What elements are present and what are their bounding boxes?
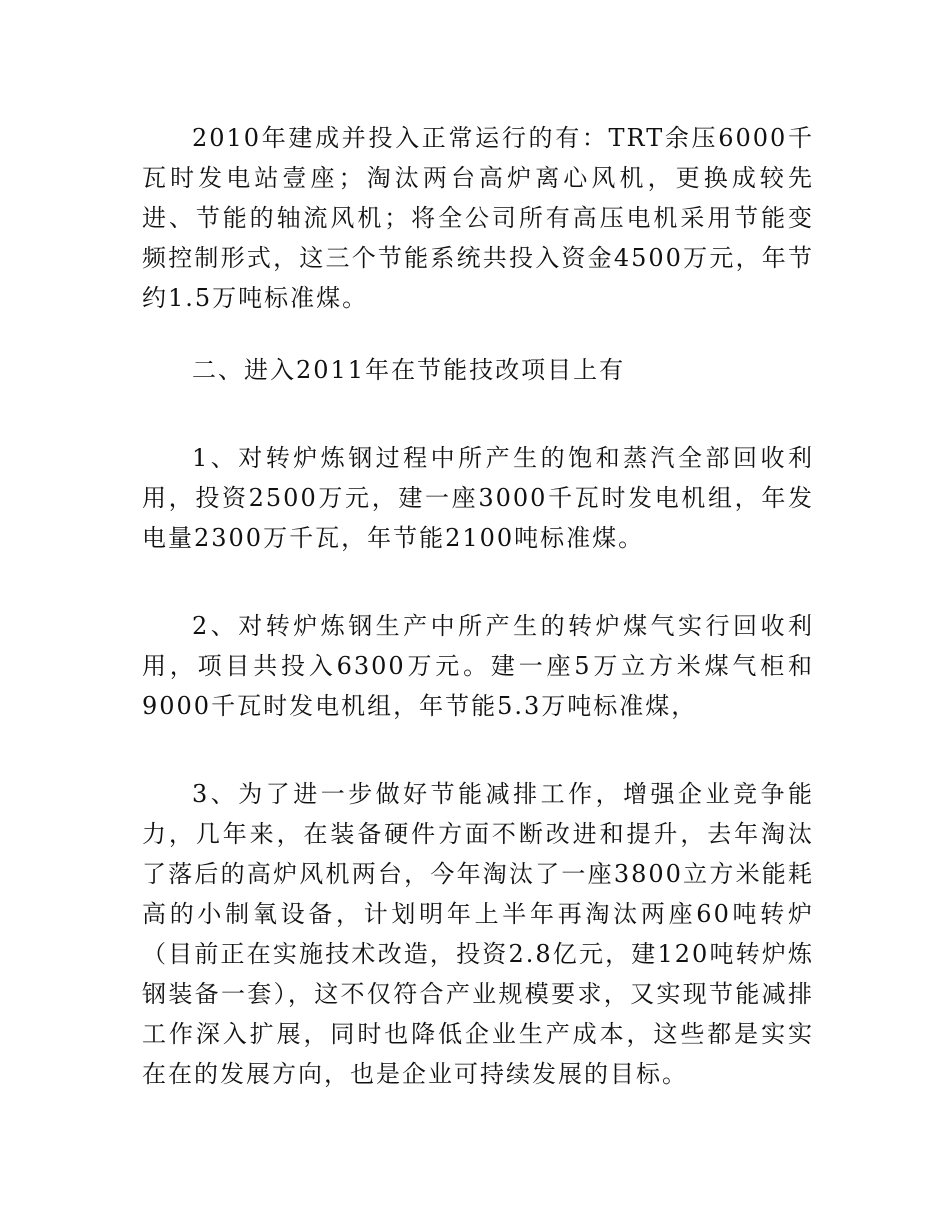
paragraph-item-2: 2、对转炉炼钢生产中所产生的转炉煤气实行回收利用，项目共投入6300万元。建一座5万立方米煤气柜和9000千瓦时发电机组，年节能5.3万吨标准煤， (142, 612, 814, 720)
paragraph-2010-summary: 2010年建成并投入正常运行的有：TRT余压6000千瓦时发电站壹座；淘汰两台高炉离心风机，更换成较先进、节能的轴流风机；将全公司所有高压电机采用节能变频控制形式，这三个节能系统共投入资金4500万元，年节约1.5万吨标准煤。 (142, 124, 814, 312)
paragraph-item-3: 3、为了进一步做好节能减排工作，增强企业竞争能力，几年来，在装备硬件方面不断改进和提升，去年淘汰了落后的高炉风机两台，今年淘汰了一座3800立方米能耗高的小制氧设备，计划明年上半年再淘汰两座60吨转炉（目前正在实施技术改造，投资2.8亿元，建120吨转炉炼钢装备一套），这不仅符合产业规模要求，又实现节能减排工作深入扩展，同时也降低企业生产成本，这些都是实实在在的发展方向，也是企业可持续发展的目标。 (142, 780, 814, 1088)
document-body (142, 118, 814, 1094)
section-heading-2011: 二、进入2011年在节能技改项目上有 (192, 356, 626, 384)
paragraph-item-1: 1、对转炉炼钢过程中所产生的饱和蒸汽全部回收利用，投资2500万元，建一座3000千瓦时发电机组，年发电量2300万千瓦，年节能2100吨标准煤。 (142, 444, 814, 552)
